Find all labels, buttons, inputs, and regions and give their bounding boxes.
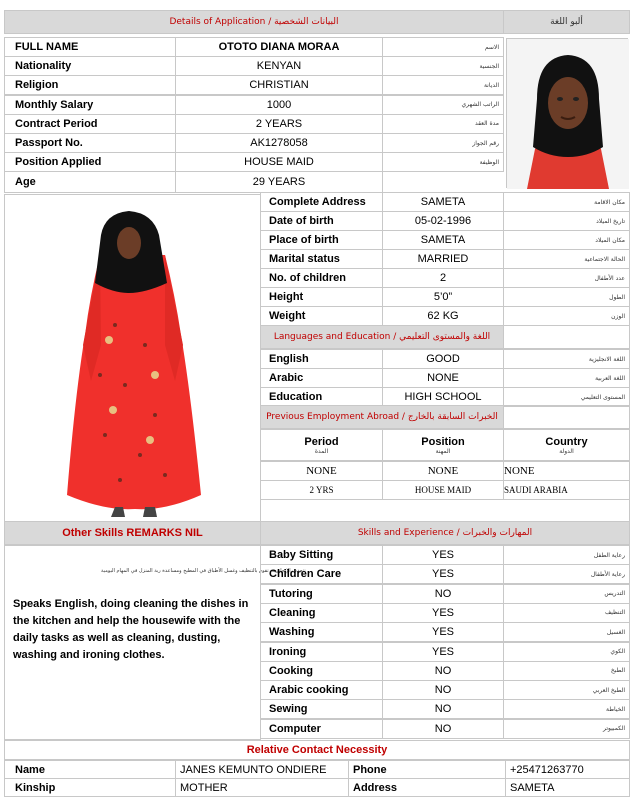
- detail-arabic-label: تاريخ الميلاد: [503, 211, 630, 231]
- personal-arabic-label: الوظيفة: [382, 152, 504, 172]
- detail-arabic-label: الحالة الاجتماعية: [503, 249, 630, 269]
- detail-arabic-label: الوزن: [503, 306, 630, 326]
- relative-phone-label: Phone: [348, 760, 506, 779]
- full-body-photo: [4, 194, 260, 522]
- skill-label: Sewing: [260, 699, 383, 719]
- relative-address-value: SAMETA: [505, 778, 630, 797]
- personal-label: Monthly Salary: [4, 95, 176, 115]
- skill-value: NO: [382, 661, 504, 681]
- application-header: Details of Application / البيانات الشخصية: [4, 10, 504, 34]
- skill-value: YES: [382, 545, 504, 565]
- language-arabic-label: اللغة العربية: [503, 368, 630, 388]
- relative-address-label: Address: [348, 778, 506, 797]
- skill-value: YES: [382, 603, 504, 623]
- detail-value: MARRIED: [382, 249, 504, 269]
- personal-arabic-label: الجنسية: [382, 56, 504, 76]
- personal-arabic-label: رقم الجواز: [382, 133, 504, 153]
- skill-value: NO: [382, 699, 504, 719]
- detail-label: Marital status: [260, 249, 383, 269]
- relative-phone-value: +25471263770: [505, 760, 630, 779]
- skill-label: Washing: [260, 622, 383, 642]
- employment-col-title: Period: [304, 435, 339, 448]
- detail-value: 5’0”: [382, 287, 504, 307]
- personal-value: 29 YEARS: [175, 171, 383, 193]
- employment-cell: NONE: [382, 461, 504, 481]
- personal-value: 1000: [175, 95, 383, 115]
- skill-arabic-label: التنظيف: [503, 603, 630, 623]
- personal-arabic-label: الاسم: [382, 37, 504, 57]
- detail-label: Height: [260, 287, 383, 307]
- relative-kinship-label: Kinship: [4, 778, 176, 797]
- personal-label: Passport No.: [4, 133, 176, 153]
- employment-col-header: [503, 429, 630, 461]
- skill-arabic-label: الطبخ: [503, 661, 630, 681]
- portrait-photo: [506, 38, 628, 188]
- detail-label: Weight: [260, 306, 383, 326]
- employment-blank-row: [260, 499, 630, 522]
- skill-label: Baby Sitting: [260, 545, 383, 565]
- skill-arabic-label: رعاية الأطفال: [503, 564, 630, 584]
- employment-col-arabic: المهنة: [435, 447, 451, 455]
- detail-arabic-label: عدد الأطفال: [503, 268, 630, 288]
- languages-header: Languages and Education / اللغة والمستوى التعليمي: [260, 325, 504, 349]
- employment-header-blank: [503, 405, 630, 429]
- relative-name-value: JANES KEMUNTO ONDIERE: [175, 760, 349, 779]
- remarks-text: Speaks English, doing cleaning the dishes in the kitchen and help the housewife with the daily tasks as well as cleaning, dusting, washing and ironing clothes.: [13, 598, 249, 661]
- personal-label: Position Applied: [4, 152, 176, 172]
- skill-label: Tutoring: [260, 584, 383, 604]
- detail-value: SAMETA: [382, 230, 504, 250]
- personal-label: FULL NAME: [4, 37, 176, 57]
- detail-value: SAMETA: [382, 192, 504, 212]
- skill-value: NO: [382, 719, 504, 739]
- employment-col-arabic: الدولة: [559, 447, 574, 455]
- detail-label: Date of birth: [260, 211, 383, 231]
- personal-value: AK1278058: [175, 133, 383, 153]
- personal-label: Religion: [4, 75, 176, 95]
- skill-label: Ironing: [260, 642, 383, 662]
- language-label: English: [260, 349, 383, 369]
- language-value: NONE: [382, 368, 504, 388]
- personal-value: 2 YEARS: [175, 114, 383, 134]
- personal-value: HOUSE MAID: [175, 152, 383, 172]
- relative-kinship-value: MOTHER: [175, 778, 349, 797]
- skill-arabic-label: الطبخ العربي: [503, 680, 630, 700]
- language-value: HIGH SCHOOL: [382, 387, 504, 407]
- remarks-arabic: تتحدث الإنجليزية، تقوم بالتنظيف وغسل الأطباق في المطبخ ومساعدة ربة المنزل في المهام اليومية: [101, 568, 306, 574]
- personal-value: CHRISTIAN: [175, 75, 383, 95]
- employment-col-header: [382, 429, 504, 461]
- personal-arabic-label: مدة العقد: [382, 114, 504, 134]
- detail-value: 05-02-1996: [382, 211, 504, 231]
- skill-arabic-label: الغسيل: [503, 622, 630, 642]
- skills-header: Skills and Experience / المهارات والخبرات: [260, 521, 630, 545]
- skill-value: NO: [382, 680, 504, 700]
- employment-col-title: Country: [545, 435, 588, 448]
- skill-arabic-label: التدريس: [503, 584, 630, 604]
- personal-label: Age: [4, 171, 176, 193]
- employment-col-header: [260, 429, 383, 461]
- skill-label: Cooking: [260, 661, 383, 681]
- personal-label: Nationality: [4, 56, 176, 76]
- language-arabic-label: المستوى التعليمي: [503, 387, 630, 407]
- skill-arabic-label: الكمبيوتر: [503, 719, 630, 739]
- personal-arabic-label: الديانة: [382, 75, 504, 95]
- employment-col-arabic: المدة: [314, 447, 329, 455]
- skill-label: Arabic cooking: [260, 680, 383, 700]
- employment-cell: NONE: [503, 461, 630, 481]
- language-label: Arabic: [260, 368, 383, 388]
- employment-cell: SAUDI ARABIA: [503, 480, 630, 500]
- language-value: GOOD: [382, 349, 504, 369]
- language-arabic-label: اللغة الانجليزية: [503, 349, 630, 369]
- language-label: Education: [260, 387, 383, 407]
- employment-cell: HOUSE MAID: [382, 480, 504, 500]
- personal-arabic-label: الراتب الشهري: [382, 95, 504, 115]
- header-right-arabic: ألبو اللغة: [503, 10, 630, 34]
- detail-value: 2: [382, 268, 504, 288]
- employment-header: Previous Employment Abroad / الخبرات السابقة بالخارج: [260, 405, 504, 429]
- detail-label: No. of children: [260, 268, 383, 288]
- employment-cell: NONE: [260, 461, 383, 481]
- skill-value: YES: [382, 622, 504, 642]
- skill-value: NO: [382, 584, 504, 604]
- personal-value: OTOTO DIANA MORAA: [175, 37, 383, 57]
- employment-cell: 2 YRS: [260, 480, 383, 500]
- detail-arabic-label: مكان الاقامة: [503, 192, 630, 212]
- relative-name-label: Name: [4, 760, 176, 779]
- skill-label: Children Care: [260, 564, 383, 584]
- detail-arabic-label: الطول: [503, 287, 630, 307]
- personal-value: KENYAN: [175, 56, 383, 76]
- detail-label: Place of birth: [260, 230, 383, 250]
- other-skills-header: Other Skills REMARKS NIL: [4, 521, 261, 545]
- skill-value: YES: [382, 642, 504, 662]
- relative-header: Relative Contact Necessity: [4, 740, 630, 760]
- skill-arabic-label: الكوي: [503, 642, 630, 662]
- skill-label: Cleaning: [260, 603, 383, 623]
- skill-arabic-label: الخياطة: [503, 699, 630, 719]
- detail-label: Complete Address: [260, 192, 383, 212]
- personal-label: Contract Period: [4, 114, 176, 134]
- languages-header-blank: [503, 325, 630, 349]
- detail-value: 62 KG: [382, 306, 504, 326]
- skill-label: Computer: [260, 719, 383, 739]
- employment-col-title: Position: [421, 435, 465, 448]
- detail-arabic-label: مكان الميلاد: [503, 230, 630, 250]
- skill-value: YES: [382, 564, 504, 584]
- skill-arabic-label: رعاية الطفل: [503, 545, 630, 565]
